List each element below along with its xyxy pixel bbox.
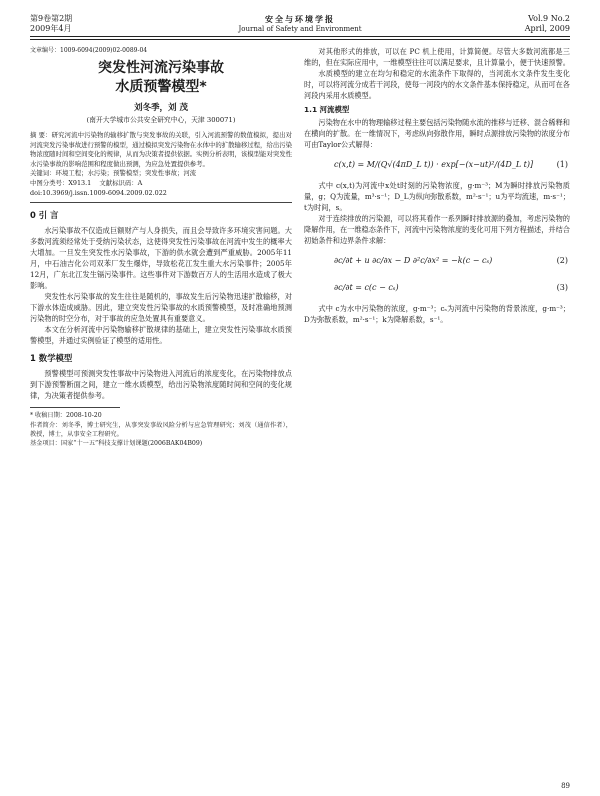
intro-paragraph-3: 本文在分析河流中污染物输移扩散规律的基础上，建立突发性污染事故水质预警模型，并通过实例验证了模型的适用性。 <box>30 325 292 346</box>
right-paragraph-3: 污染物在水中的物理输移过程主要包括污染物随水流的推移与迁移、混合稀释和在横向的扩散。在一维情况下，考虑纵向弥散作用，瞬时点源排放污染物的浓度分布可由Taylor公式解得： <box>304 118 570 149</box>
equation-2-body: ∂c/∂t + u ∂c/∂x − D ∂²c/∂x² = −k(c − cₛ) <box>334 256 493 265</box>
right-paragraph-1: 对其他形式的排放，可以在 PC 机上使用，计算简便。尽管大多数河流都是三维的，但在实际应用中，一维模型往往可以满足要求，且计算量小，便于快速预警。 <box>304 47 570 67</box>
header-month-line: April, 2009 <box>524 24 570 33</box>
right-column <box>304 46 570 325</box>
footnote-rule <box>30 407 120 408</box>
equation-1-number: (1) <box>556 160 568 169</box>
right-paragraph-2: 水质模型的建立在均匀和稳定的水流条件下取得的，当河流水文条件发生变化时，可以将河流分成若干河段，使每一河段内的水文条件基本保持稳定，从而可在各河段内采用水质模型。 <box>304 69 570 100</box>
document-code: 文献标识码：A <box>99 178 143 187</box>
model-intro-paragraph: 预警模型可预测突发性事故中污染物进入河流后的浓度变化，在污染物排放点到下游预警断面之间，建立一维水质模型，给出污染物浓度随时间和空间的变化规律，为决策者提供参考。 <box>30 369 292 401</box>
equation-3-description: 式中 c为水中污染物的浓度，g·m⁻³；cₛ为河流中污染物的背景浓度，g·m⁻³；D为弥散系数，m²·s⁻¹；k为降解系数，s⁻¹。 <box>304 304 570 324</box>
equation-1-body: c(x,t) = M/(Q√(4πD_L t)) · exp[−(x−ut)²/(4D_L t)] <box>334 160 534 169</box>
intro-paragraph-2: 突发性水污染事故的发生往往是随机的，事故发生后污染物迅速扩散输移，对下游水体造成威胁。因此，建立突发性污染事故的水质预警模型，及时准确地预测污染物的时空分布，对于事故的应急处置具有重要意义。 <box>30 292 292 324</box>
right-paragraph-4: 对于连续排放的污染源，可以将其看作一系列瞬时排放源的叠加，考虑污染物的降解作用，在一维稳态条件下，河流中污染物浓度的变化可用下列方程描述，并结合初始条件和边界条件求解： <box>304 214 570 245</box>
doi: doi:10.3969/j.issn.1009-6094.2009.02.022 <box>30 188 167 197</box>
section-heading-model: 1 数学模型 <box>30 353 73 364</box>
paper-title <box>30 59 292 97</box>
footnote-received: * 收稿日期：2008-10-20 <box>30 412 102 420</box>
affiliation: (南开大学城市公共安全研究中心，天津 300071) <box>86 116 236 124</box>
title-line-1: 突发性河流污染事故 <box>98 60 224 76</box>
intro-paragraph-1: 水污染事故不仅造成巨额财产与人身损失，而且会导致许多环境灾害问题。大多数河流须经常处于受纳污染状态，这使得突发性污染事故在河流中发生的概率大大增加。一旦发生突发性水污染事故，下游的供水就会遭到严重威胁。2005年11月，中石油吉化公司双苯厂发生爆炸，导致松花江发生重大水污染事件；2005年12月，广东北江发生镉污染事件。这些事件对下游数百万人的生活用水造成了极大影响。 <box>30 226 292 291</box>
clc-number: 中图分类号：X913.1 <box>30 178 92 187</box>
subsection-heading: 1.1 河流模型 <box>304 105 350 114</box>
abstract-rule <box>30 202 292 203</box>
section-heading-intro: 0 引 言 <box>30 210 59 221</box>
header-rule-thin <box>30 39 570 40</box>
authors: 刘冬季，刘 茂 <box>134 103 188 113</box>
classification <box>30 179 292 189</box>
title-line-2: 水质预警模型* <box>115 79 207 95</box>
header-issue <box>525 14 570 34</box>
footnote-fund: 基金项目：国家“十一五”科技支撑计划课题(2006BAK04B09) <box>30 440 203 448</box>
page-number: 89 <box>561 782 570 790</box>
equation-1 <box>304 153 570 177</box>
equation-3 <box>304 276 570 300</box>
equation-3-number: (3) <box>556 283 568 292</box>
left-column <box>30 46 292 449</box>
journal-name-cn: 安全与环境学报 <box>265 14 335 24</box>
header-rule-thick <box>30 36 570 37</box>
header-date-line: 2009年4月 <box>30 24 72 33</box>
abstract: 摘 要：研究河流中污染物的输移扩散与突发事故的关联，引入河流预警的数值模拟，提出对河流突发污染事故进行预警的模型，通过模拟突发污染物在水体中的扩散输移过程，给出污染物浓度随时间和空间变化的规律，从而为决策者提供依据。实例分析表明，该模型能对突发性水污染事故的影响范围和程度做出预测，为应急处置提供参考。 <box>30 131 293 168</box>
footnote-author: 作者简介：刘冬季，博士研究生，从事突发事故风险分析与应急管理研究；刘茂（通信作者），教授，博士，从事安全工程研究。 <box>30 421 292 438</box>
header-volume-line: 第9卷第2期 <box>30 14 73 23</box>
equation-2-number: (2) <box>556 256 568 265</box>
equation-2 <box>304 249 570 273</box>
running-header <box>30 10 570 38</box>
equation-1-description: 式中 c(x,t)为河流中x处t时刻的污染物浓度，g·m⁻³；M为瞬时排放污染物质量，g；Q为流量，m³·s⁻¹；D_L为纵向弥散系数，m²·s⁻¹；u为平均流速，m·s⁻¹；t为时间，s。 <box>304 181 570 212</box>
journal-name-en: Journal of Safety and Environment <box>238 25 362 33</box>
article-number: 文章编号：1009-6094(2009)02-0089-04 <box>30 47 148 54</box>
keywords: 关键词：环境工程；水污染；预警模型；突发性事故；河流 <box>30 169 197 178</box>
header-issue-line: Vol.9 No.2 <box>528 14 570 23</box>
equation-3-body: ∂c/∂t = c(c − cₛ) <box>334 283 399 292</box>
